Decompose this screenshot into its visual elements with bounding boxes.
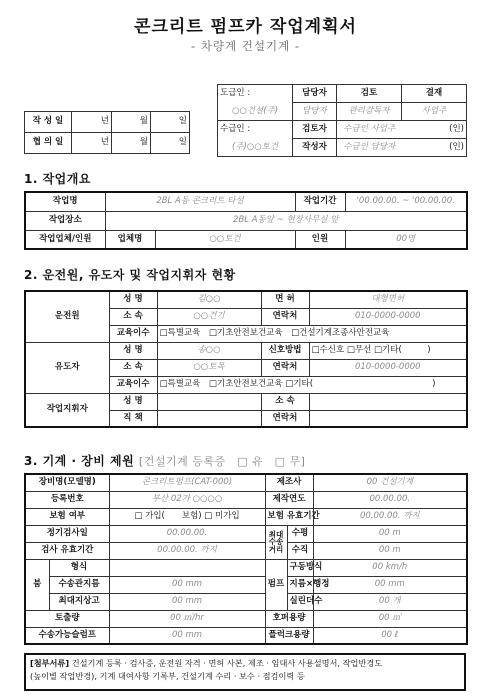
work-name-label: 작업명	[25, 192, 105, 211]
regular-inspection-label: 정기검사일	[25, 525, 109, 542]
discharge-label: 토출량	[25, 610, 109, 627]
section2-title: 2. 운전원, 유도자 및 작업지휘자 현황	[24, 268, 236, 282]
flush-label: 플럭크용량	[265, 627, 313, 644]
type-value[interactable]	[109, 559, 265, 576]
guide-label: 유도자	[25, 342, 109, 393]
regno-label: 등록번호	[25, 491, 109, 508]
year-value[interactable]: 00.00.00.	[313, 491, 467, 508]
drive-value[interactable]: 00 km/h	[313, 559, 467, 576]
inspection-validity-label: 검사 유효기간	[25, 542, 109, 559]
period-value[interactable]: '00.00.00. ~ '00.00.00.	[345, 192, 467, 211]
approval-header-review: 검토	[337, 85, 402, 103]
subcontractor-name[interactable]: (주)○○토건	[218, 139, 293, 157]
guide-signal-options[interactable]: □수신호 □무선 □기타( )	[309, 342, 467, 359]
writer-label: 작성자	[293, 139, 337, 157]
consult-date-label: 협 의 일	[25, 133, 72, 154]
commander-contact-value[interactable]	[309, 410, 467, 427]
max-distance-label: 최대 수송 거리	[265, 525, 287, 559]
insurance-label: 보험 여부	[25, 508, 109, 525]
guide-signal-label: 신호방법	[261, 342, 309, 359]
commander-belong-label: 소 속	[261, 393, 309, 410]
insurance-period-value[interactable]: 00.00.00. 까지	[313, 508, 467, 525]
guide-name-value[interactable]: 송○○	[157, 342, 261, 359]
registration-note: [건설기계 등록증 □ 유 □ 무]	[138, 455, 306, 468]
contractor-name[interactable]: ○○건설(주)	[218, 103, 293, 121]
driver-name-value[interactable]: 김○○	[157, 291, 261, 308]
contractor-supervisor[interactable]: 관리감독자	[337, 103, 402, 121]
written-date-label: 작 성 일	[25, 112, 72, 133]
guide-edu-options[interactable]: □특별교육 □기초안전보건교육 □기타( )	[157, 376, 467, 393]
attachments-line1: 건설기계 등록 · 검사증, 운전원 자격 · 면허 사본, 제조 · 임대사 사용설명서, 작업반경도	[69, 658, 383, 668]
stroke-label: 지름×행정	[287, 576, 313, 593]
approval-header-staff: 담당자	[293, 85, 337, 103]
subcontractor-label: 수급인 :	[218, 121, 293, 139]
guide-edu-label: 교육이수	[109, 376, 157, 393]
commander-position-value[interactable]	[157, 410, 261, 427]
contractor-owner[interactable]: 사업주	[402, 103, 467, 121]
driver-contact-value[interactable]: 010-0000-0000	[309, 308, 467, 325]
maker-label: 제조사	[265, 474, 313, 491]
driver-label: 운전원	[25, 291, 109, 342]
boom-label: 붐	[25, 559, 49, 610]
commander-belong-value[interactable]	[309, 393, 467, 410]
vertical-value[interactable]: 00 m	[313, 542, 467, 559]
section3-title	[24, 452, 305, 469]
regno-value[interactable]: 부산 02가 ○○○○	[109, 491, 265, 508]
consult-day[interactable]: 일	[151, 133, 190, 154]
written-year[interactable]: 년	[72, 112, 112, 133]
equip-value[interactable]: 콘크리트펌프(CAT-000)	[109, 474, 265, 491]
inspection-validity-value[interactable]: 00.00.00. 까지	[109, 542, 265, 559]
consult-year[interactable]: 년	[72, 133, 112, 154]
written-day[interactable]: 일	[151, 112, 190, 133]
regular-inspection-value[interactable]: 00.00.00.	[109, 525, 265, 542]
driver-belong-label: 소 속	[109, 308, 157, 325]
guide-belong-label: 소 속	[109, 359, 157, 376]
type-label: 형식	[49, 559, 109, 576]
driver-license-label: 면 허	[261, 291, 309, 308]
attachments-label: [첨부서류]	[30, 658, 70, 668]
attachments-line2: (높이별 작업반경), 기계 대여사항 기록부, 건설기계 수리 · 보수 · 점검이력 등	[30, 671, 305, 681]
document-subtitle: - 차량계 건설기계 -	[190, 39, 301, 53]
pipe-value[interactable]: 00 mm	[109, 576, 265, 593]
overview-table	[24, 191, 468, 250]
people-label: 인원	[295, 230, 345, 249]
contractor-label: 도급인 :	[218, 85, 293, 103]
attachments-note	[24, 653, 466, 691]
guide-name-label: 성 명	[109, 342, 157, 359]
driver-contact-label: 연락처	[261, 308, 309, 325]
driver-edu-label: 교육이수	[109, 325, 157, 342]
insurance-period-label: 보험 유효기간	[265, 508, 313, 525]
company-name-label: 업체명	[105, 230, 155, 249]
commander-contact-label: 연락처	[261, 410, 309, 427]
reach-label: 최대지상고	[49, 593, 109, 610]
section1-title: 1. 작업개요	[24, 172, 91, 186]
writer-seal: (인)	[402, 139, 467, 157]
discharge-value[interactable]: 00 ㎥/hr	[109, 610, 265, 627]
guide-belong-value[interactable]: ○○토목	[157, 359, 261, 376]
reviewer-label: 검토자	[293, 121, 337, 139]
hopper-value[interactable]: 00 ㎥	[313, 610, 467, 627]
equip-label: 장비명(모델명)	[25, 474, 109, 491]
stroke-value[interactable]: 00 mm	[313, 576, 467, 593]
approval-header-sign: 결재	[402, 85, 467, 103]
equipment-table	[24, 473, 468, 645]
driver-edu-options[interactable]: □특별교육 □기초안전보건교육 □건설기계조종사안전교육	[157, 325, 467, 342]
consult-month[interactable]: 월	[112, 133, 151, 154]
personnel-table	[24, 290, 468, 428]
driver-name-label: 성 명	[109, 291, 157, 308]
document-title: 콘크리트 펌프카 작업계획서	[134, 17, 357, 37]
place-label: 작업장소	[25, 211, 105, 230]
driver-license-value[interactable]: 대형면허	[309, 291, 467, 308]
cylinder-value[interactable]: 00 개	[313, 593, 467, 610]
guide-contact-value[interactable]: 010-0000-0000	[309, 359, 467, 376]
slump-value[interactable]: 00 mm	[109, 627, 265, 644]
guide-contact-label: 연락처	[261, 359, 309, 376]
period-label: 작업기간	[295, 192, 345, 211]
commander-position-label: 직 책	[109, 410, 157, 427]
flush-value[interactable]: 00 ℓ	[313, 627, 467, 644]
cylinder-label: 실린더수	[287, 593, 313, 610]
company-name-value[interactable]: ○○토건	[155, 230, 295, 249]
contractor-staff[interactable]: 담당자	[293, 103, 337, 121]
company-label: 작업업체/인원	[25, 230, 105, 249]
date-table	[24, 111, 190, 154]
slump-label: 수송가능슬럼프	[25, 627, 109, 644]
reviewer-seal: (인)	[402, 121, 467, 139]
drive-label: 구동방식	[287, 559, 313, 576]
commander-name-value[interactable]	[157, 393, 261, 410]
work-name-value[interactable]: 2BL A동 콘크리트 타설	[105, 192, 295, 211]
reviewer-value[interactable]: 수급인 사업주	[337, 121, 402, 139]
insurance-options[interactable]: □ 가입( 보험) □ 미가입	[109, 508, 265, 525]
section3-title-text: 3. 기계 · 장비 제원	[24, 454, 135, 468]
year-label: 제작연도	[265, 491, 313, 508]
horizontal-value[interactable]: 00 m	[313, 525, 467, 542]
people-value[interactable]: 00명	[345, 230, 467, 249]
maker-value[interactable]: 00 건설기계	[313, 474, 467, 491]
reach-value[interactable]: 00 mm	[109, 593, 265, 610]
commander-name-label: 성 명	[109, 393, 157, 410]
horizontal-label: 수평	[287, 525, 313, 542]
written-month[interactable]: 월	[112, 112, 151, 133]
pump-label: 펌프	[265, 559, 287, 610]
place-value[interactable]: 2BL A동앞 ~ 현장사무실 앞	[105, 211, 467, 230]
pipe-label: 수송관지름	[49, 576, 109, 593]
driver-belong-value[interactable]: ○○건기	[157, 308, 261, 325]
approval-table	[217, 84, 467, 157]
vertical-label: 수직	[287, 542, 313, 559]
commander-label: 작업지휘자	[25, 393, 109, 427]
hopper-label: 호퍼용량	[265, 610, 313, 627]
writer-value[interactable]: 수급인 담당자	[337, 139, 402, 157]
